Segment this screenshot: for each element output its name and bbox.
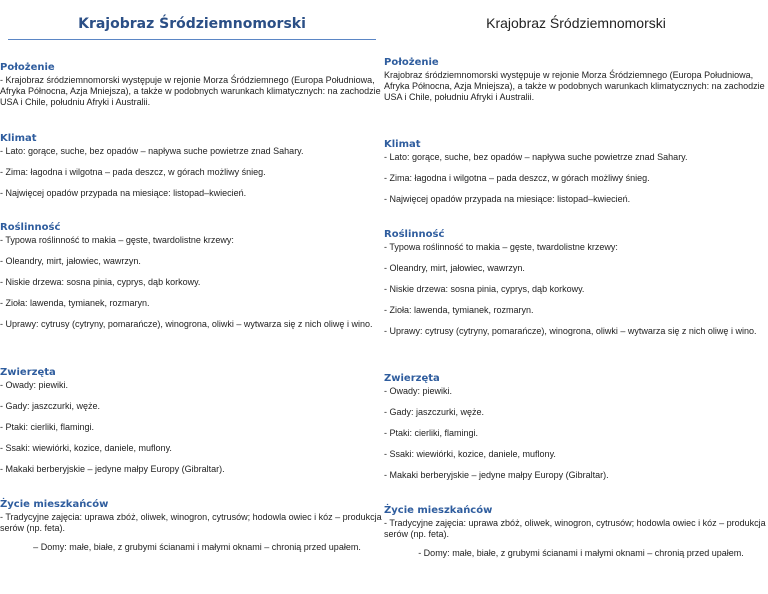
section-heading: Roślinność <box>384 229 445 240</box>
paragraph: - Ssaki: wiewiórki, kozice, daniele, muflony. <box>384 449 556 459</box>
paragraph: - Zima: łagodna i wilgotna – pada deszcz, w górach możliwy śnieg. <box>384 173 650 183</box>
section-zwierzeta-right <box>384 373 768 491</box>
dash-mark: – <box>33 542 39 552</box>
section-klimat-left <box>0 133 384 209</box>
section-polozenie-right <box>384 57 768 103</box>
paragraph: - Zioła: lawenda, tymianek, rozmaryn. <box>0 298 150 308</box>
section-heading: Zwierzęta <box>384 373 440 384</box>
section-zycie-left <box>0 499 384 553</box>
section-polozenie-left <box>0 62 384 108</box>
paragraph: - Uprawy: cytrusy (cytryny, pomarańcze), winogrona, oliwki – wytwarza się z nich oliwę i wino. <box>0 319 373 329</box>
section-heading: Zwierzęta <box>0 367 56 378</box>
section-heading: Życie mieszkańców <box>0 499 109 510</box>
paragraph: - Makaki berberyjskie – jedyne małpy Europy (Gibraltar). <box>384 470 609 480</box>
section-roslinnosc-right <box>384 229 768 347</box>
paragraph: - Makaki berberyjskie – jedyne małpy Europy (Gibraltar). <box>0 464 225 474</box>
section-heading: Klimat <box>0 133 37 144</box>
paragraph: - Typowa roślinność to makia – gęste, twardolistne krzewy: <box>0 235 234 245</box>
paragraph: - Owady: piewiki. <box>384 386 453 396</box>
paragraph: - Ptaki: cierliki, flamingi. <box>384 428 479 438</box>
paragraph: - Lato: gorące, suche, bez opadów – napływa suche powietrze znad Sahary. <box>0 146 304 156</box>
paragraph: - Gady: jaszczurki, węże. <box>0 401 101 411</box>
paragraph: - Oleandry, mirt, jałowiec, wawrzyn. <box>384 263 525 273</box>
section-heading: Roślinność <box>0 222 61 233</box>
section-roslinnosc-left <box>0 222 384 340</box>
paragraph: - Najwięcej opadów przypada na miesiące: listopad–kwiecień. <box>0 188 247 198</box>
paragraph: - Zima: łagodna i wilgotna – pada deszcz, w górach możliwy śnieg. <box>0 167 266 177</box>
paragraph: - Typowa roślinność to makia – gęste, twardolistne krzewy: <box>384 242 618 252</box>
dash-paragraph <box>0 542 384 553</box>
paragraph: - Gady: jaszczurki, węże. <box>384 407 485 417</box>
paragraph: Krajobraz śródziemnomorski występuje w rejonie Morza Śródziemnego (Europa Południowa, Afryka Północna, Azja Mniejsza), a także w podobnych warunkach klimatycznych: na zachodzie USA i Chile, południu Afryki i Australii. <box>384 70 765 102</box>
section-zwierzeta-left <box>0 367 384 485</box>
section-heading: Klimat <box>384 139 421 150</box>
paragraph: - Lato: gorące, suche, bez opadów – napływa suche powietrze znad Sahary. <box>384 152 688 162</box>
section-heading: Położenie <box>0 62 55 73</box>
dash-paragraph: - Domy: małe, białe, z grubymi ścianami i małymi oknami – chronią przed upałem. <box>418 548 744 558</box>
page-title: Krajobraz Śródziemnomorski <box>486 15 666 31</box>
dash-text: Domy: małe, białe, z grubymi ścianami i małymi oknami – chronią przed upałem. <box>40 542 361 552</box>
paragraph: - Najwięcej opadów przypada na miesiące: listopad–kwiecień. <box>384 194 631 204</box>
section-heading: Życie mieszkańców <box>384 505 493 516</box>
paragraph: - Niskie drzewa: sosna pinia, cyprys, dąb korkowy. <box>384 284 585 294</box>
paragraph: - Ssaki: wiewiórki, kozice, daniele, muflony. <box>0 443 172 453</box>
paragraph: - Zioła: lawenda, tymianek, rozmaryn. <box>384 305 534 315</box>
paragraph: - Ptaki: cierliki, flamingi. <box>0 422 95 432</box>
section-klimat-right <box>384 139 768 215</box>
section-zycie-right <box>384 505 768 559</box>
paragraph: - Owady: piewiki. <box>0 380 69 390</box>
paragraph: - Uprawy: cytrusy (cytryny, pomarańcze), winogrona, oliwki – wytwarza się z nich oliwę i wino. <box>384 326 757 336</box>
page-title: Krajobraz Śródziemnomorski <box>8 0 376 40</box>
paragraph: - Oleandry, mirt, jałowiec, wawrzyn. <box>0 256 141 266</box>
section-heading: Położenie <box>384 57 439 68</box>
paragraph: - Niskie drzewa: sosna pinia, cyprys, dąb korkowy. <box>0 277 201 287</box>
paragraph: - Tradycyjne zajęcia: uprawa zbóż, oliwek, winogron, cytrusów; hodowla owiec i kóz – produkcja serów (np. feta). <box>0 512 382 533</box>
paragraph: - Tradycyjne zajęcia: uprawa zbóż, oliwek, winogron, cytrusów; hodowla owiec i kóz – produkcja serów (np. feta). <box>384 518 766 539</box>
paragraph: - Krajobraz śródziemnomorski występuje w rejonie Morza Śródziemnego (Europa Południowa, Afryka Północna, Azja Mniejsza), a także w podobnych warunkach klimatycznych: na zachodzie USA i Chile, południu Afryki i Australii. <box>0 75 381 107</box>
